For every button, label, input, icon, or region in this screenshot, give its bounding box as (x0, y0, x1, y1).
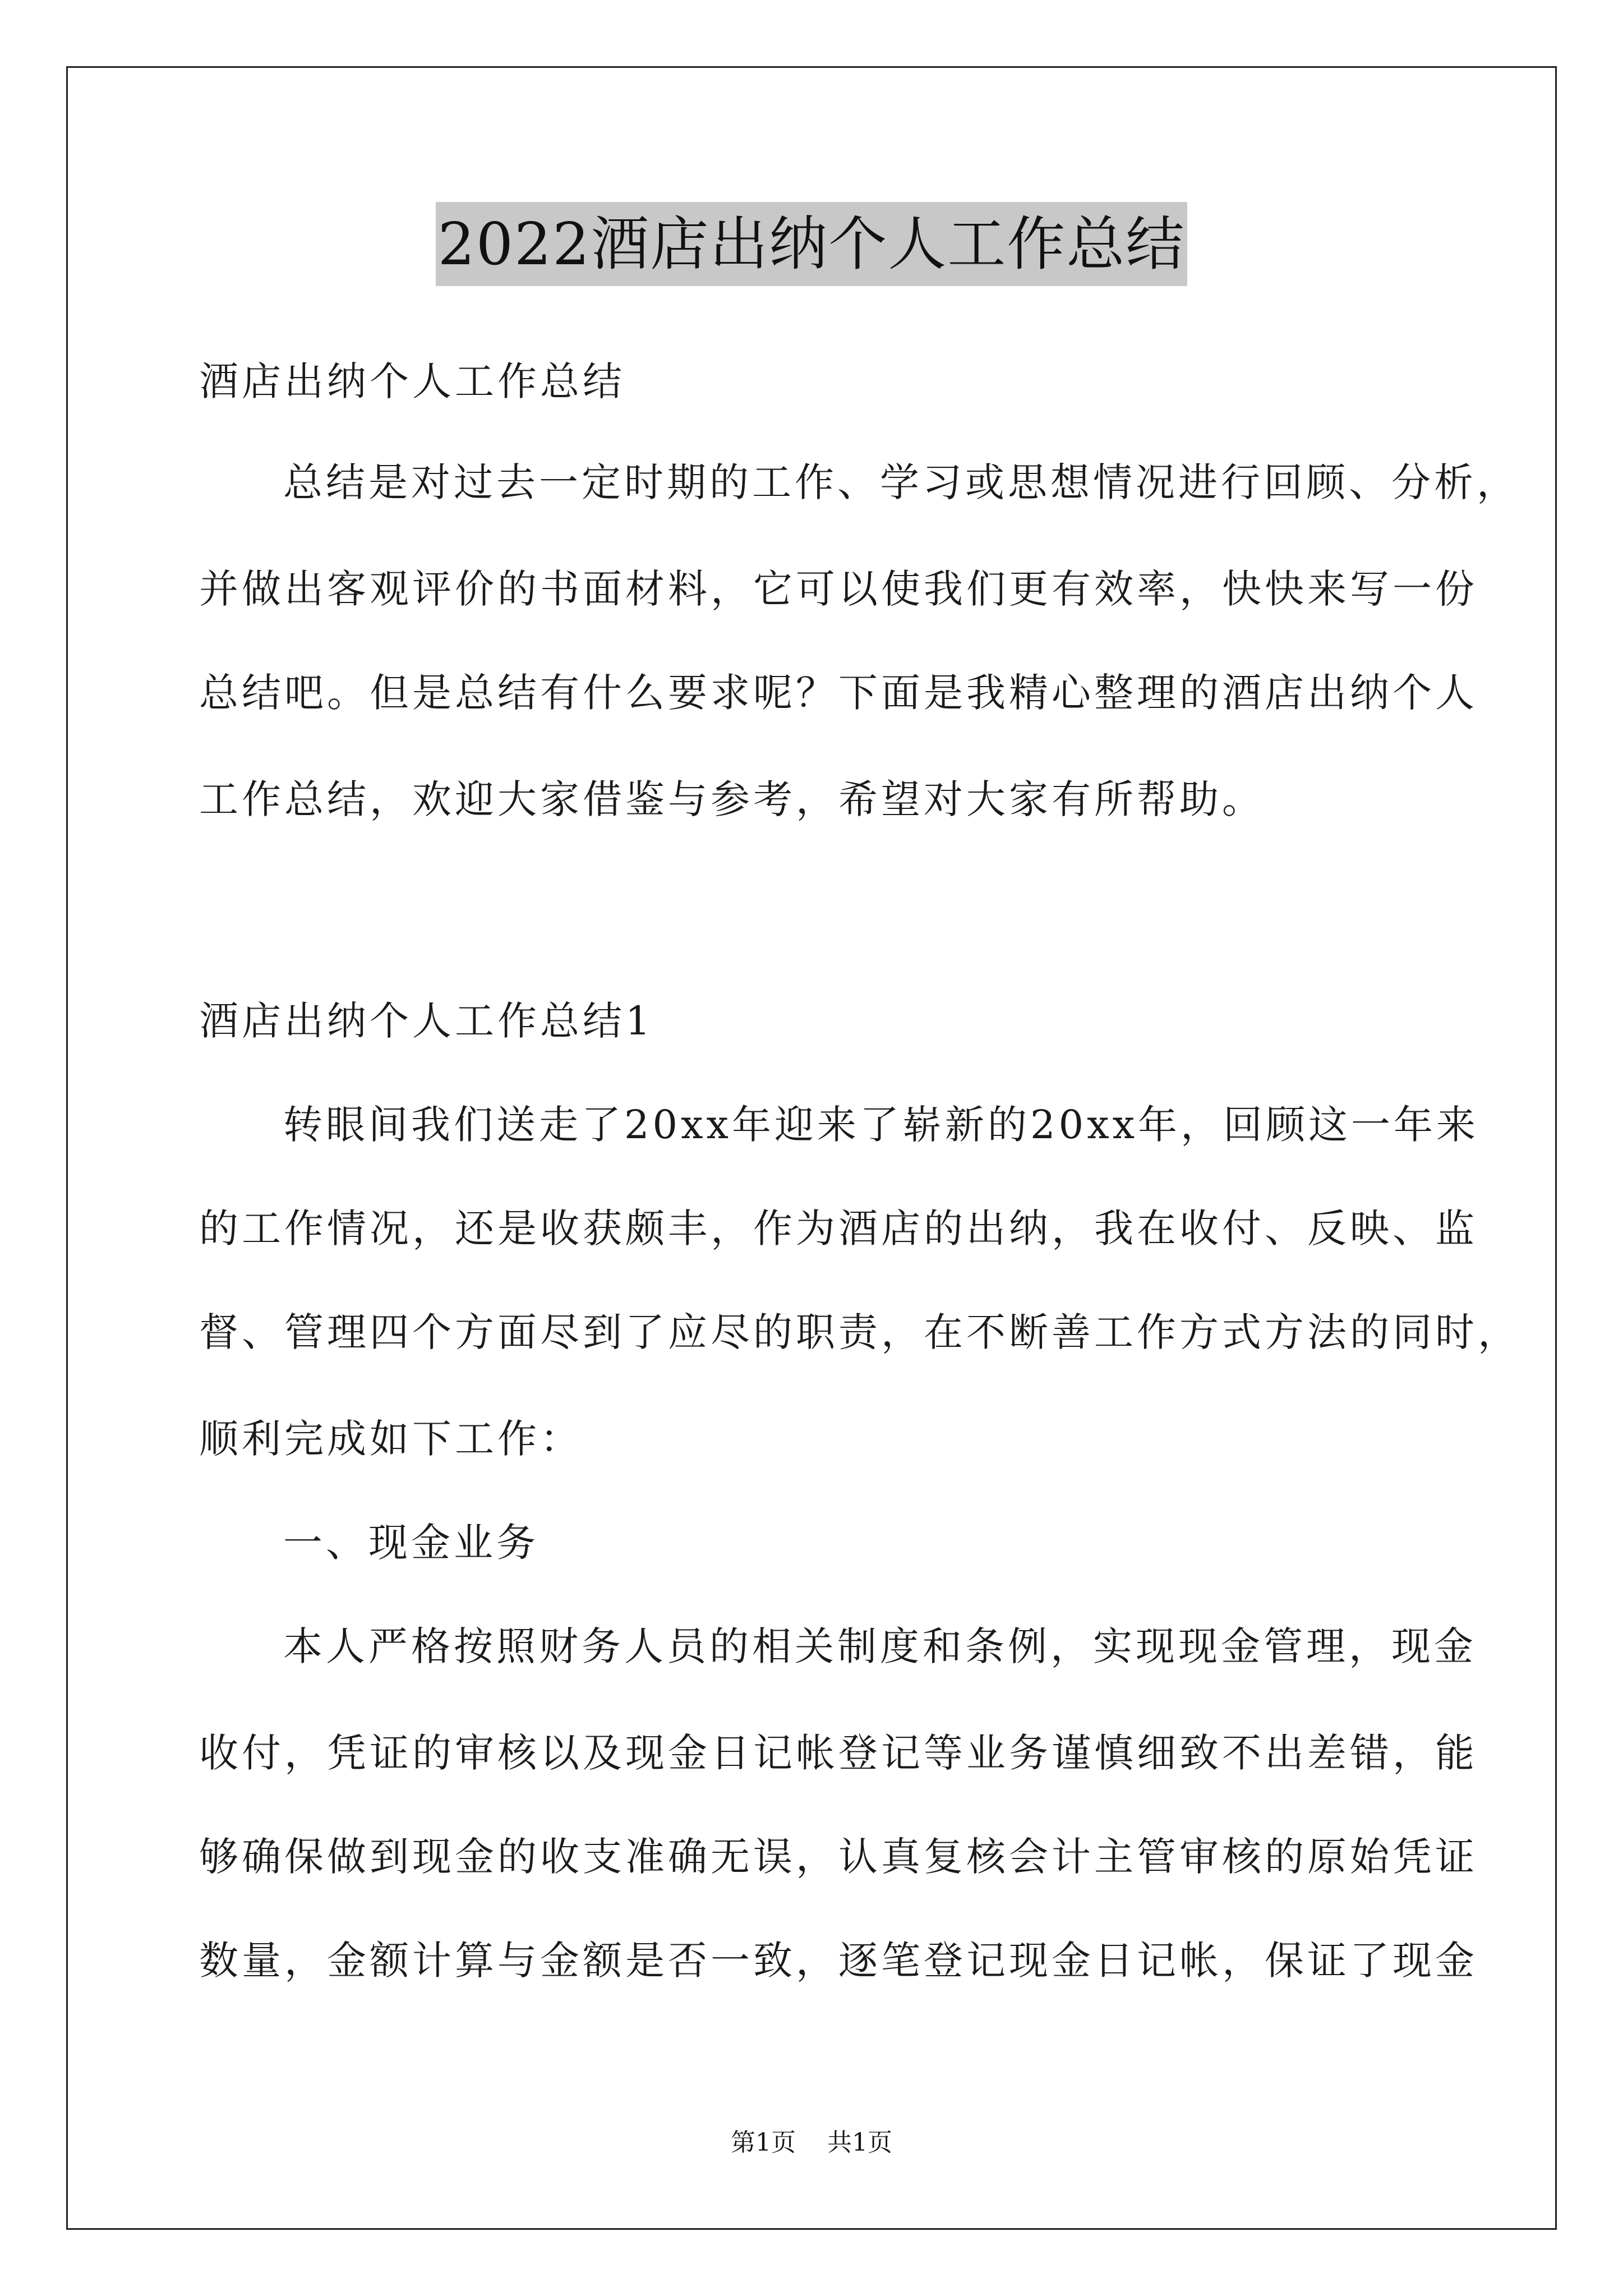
page-footer (0, 2126, 1623, 2160)
paragraph-line: 督、管理四个方面尽到了应尽的职责，在不断善工作方式方法的同时， (199, 1309, 1520, 1355)
paragraph-line: 总结是对过去一定时期的工作、学习或思想情况进行回顾、分析， (283, 459, 1519, 505)
paragraph-line: 转眼间我们送走了20xx年迎来了崭新的20xx年，回顾这一年来 (283, 1102, 1479, 1148)
subtitle-line: 酒店出纳个人工作总结 (199, 358, 625, 404)
section-heading: 酒店出纳个人工作总结1 (199, 998, 654, 1044)
total-pages: 共1页 (827, 2128, 892, 2157)
paragraph-line: 并做出客观评价的书面材料，它可以使我们更有效率，快快来写一份 (199, 566, 1478, 612)
paragraph-line: 总结吧。但是总结有什么要求呢？下面是我精心整理的酒店出纳个人 (199, 670, 1478, 716)
paragraph-line: 够确保做到现金的收支准确无误，认真复核会计主管审核的原始凭证 (199, 1834, 1478, 1880)
paragraph-line: 本人严格按照财务人员的相关制度和条例，实现现金管理，现金 (283, 1623, 1477, 1669)
paragraph-line: 的工作情况，还是收获颇丰，作为酒店的出纳，我在收付、反映、监 (199, 1205, 1478, 1251)
subsection-heading: 一、现金业务 (283, 1520, 539, 1566)
title-container (0, 202, 1623, 286)
page-number: 第1页 (731, 2128, 796, 2157)
paragraph-line: 工作总结，欢迎大家借鉴与参考，希望对大家有所帮助。 (199, 776, 1265, 822)
paragraph-line: 顺利完成如下工作： (199, 1416, 583, 1462)
paragraph-line: 收付，凭证的审核以及现金日记帐登记等业务谨慎细致不出差错，能 (199, 1730, 1478, 1776)
document-title: 2022酒店出纳个人工作总结 (436, 202, 1188, 286)
paragraph-line: 数量，金额计算与金额是否一致，逐笔登记现金日记帐，保证了现金 (199, 1938, 1478, 1984)
